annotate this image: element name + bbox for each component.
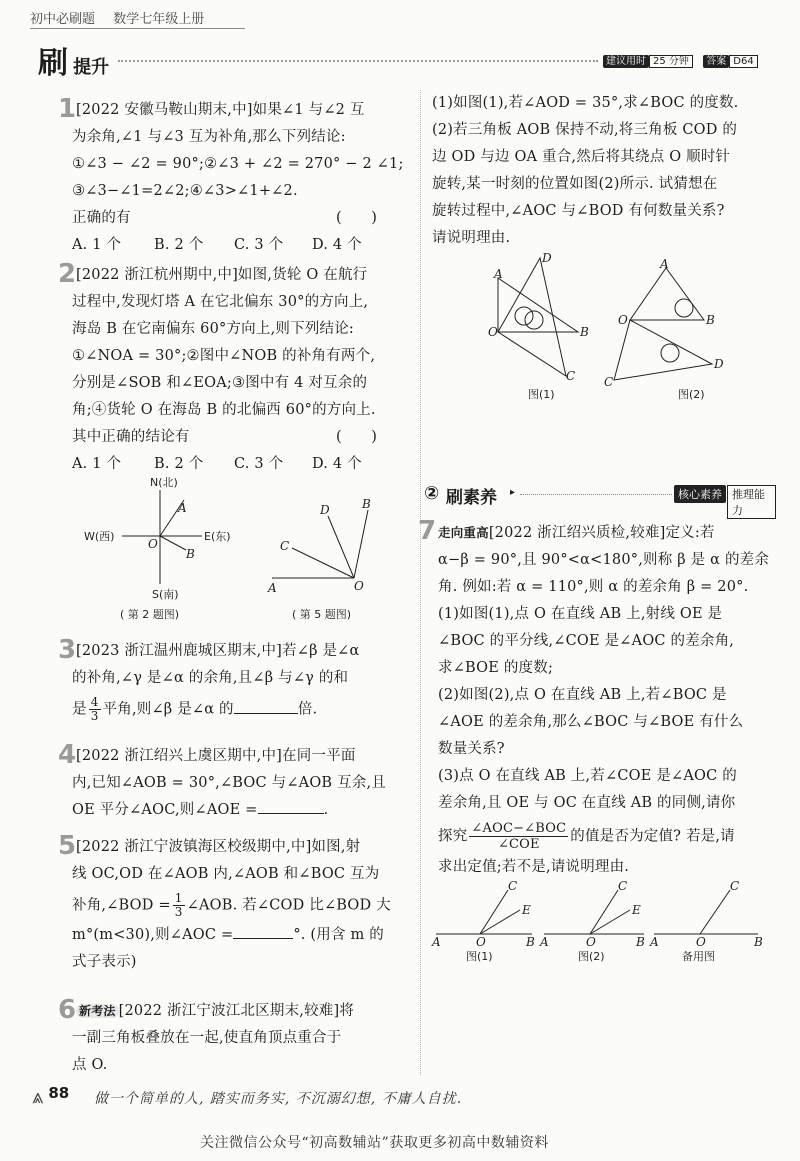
section-title: [38, 38, 109, 82]
q1-line: 正确的有: [72, 210, 131, 226]
q4-line: [2022 浙江绍兴上虞区期中,中]在同一平面: [76, 748, 356, 764]
label-e: E: [522, 903, 531, 917]
q7-line: (3)点 O 在直线 AB 上,若∠COE 是∠AOC 的: [438, 768, 737, 784]
label-o: O: [618, 313, 628, 327]
q5-line: [2022 浙江宁波镇海区校级期中,中]如图,射: [76, 839, 361, 855]
question-7: [438, 519, 778, 881]
q2-line: ①∠NOA = 30°;②图中∠NOB 的补角有两个,: [72, 348, 376, 364]
q1-line: 为余角,∠1 与∠3 互为补角,那么下列结论:: [72, 129, 346, 145]
question-5-number: 5: [58, 831, 77, 861]
q7-line: [2022 浙江绍兴质检,较难]定义:若: [488, 525, 715, 541]
q2-line: [2022 浙江杭州期中,中]如图,货轮 O 在航行: [76, 267, 368, 283]
label-a: A: [650, 935, 659, 949]
q2-line: 其中正确的结论有: [72, 429, 190, 445]
section-name: 提升: [73, 57, 110, 78]
q7-line: (1)如图(1),点 O 在直线 AB 上,射线 OE 是: [438, 606, 723, 622]
option-d: D. 4 个: [312, 456, 362, 472]
option-a: A. 1 个: [72, 237, 122, 253]
answer-blank[interactable]: [258, 813, 324, 814]
compass-icon: ⩓: [32, 1084, 44, 1108]
label-b: B: [186, 547, 195, 561]
label-a: A: [178, 501, 187, 515]
label-a: A: [540, 935, 549, 949]
page-number-badge: [32, 1084, 69, 1108]
section-2-header: [424, 483, 776, 517]
q6-part: (2)若三角板 AOB 保持不动,将三角板 COD 的: [432, 122, 738, 138]
q1-line: ①∠3 − ∠2 = 90°;②∠3 + ∠2 = 270° − 2 ∠1;: [72, 156, 404, 172]
caption: ( 第 2 题图): [120, 608, 180, 621]
q6-part: (1)如图(1),若∠AOD = 35°,求∠BOC 的度数.: [432, 95, 739, 111]
q7-line: ∠BOC 的平分线,∠COE 是∠AOC 的差余角,: [438, 633, 735, 649]
q6-part: 旋转过程中,∠AOC 与∠BOD 有何数量关系?: [432, 203, 725, 219]
brush-char: 刷: [38, 46, 68, 81]
caption: 图(1): [528, 388, 555, 401]
label-s: S(南): [152, 588, 179, 601]
q4-text: OE 平分∠AOC,则∠AOE =: [72, 802, 258, 818]
label-w: W(西): [84, 530, 115, 543]
label-d: D: [320, 503, 330, 517]
question-7-number: 7: [418, 516, 437, 546]
label-o: O: [488, 325, 498, 339]
subject-title: 数学七年级上册: [113, 12, 205, 27]
label-b: B: [754, 935, 763, 949]
label-o: O: [696, 935, 706, 949]
answer-blank[interactable]: [234, 713, 298, 714]
question-6-parts: [432, 90, 772, 252]
q5-text: °. (用含 m 的: [293, 926, 384, 943]
label-d: D: [714, 357, 724, 371]
question-6-number: 6: [58, 995, 77, 1025]
option-b: B. 2 个: [154, 456, 204, 472]
q3-line: [2023 浙江温州鹿城区期末,中]若∠β 是∠α: [76, 643, 360, 659]
label-b: B: [580, 325, 589, 339]
core-tag: 核心素养: [674, 485, 726, 503]
option-b: B. 2 个: [154, 237, 204, 253]
page-number: 88: [48, 1084, 70, 1102]
q5-line: 式子表示): [72, 953, 137, 970]
q4-text: .: [323, 802, 329, 818]
question-2: [72, 262, 406, 478]
q3-text: 倍.: [297, 701, 318, 718]
option-a: A. 1 个: [72, 456, 122, 472]
column-divider: [420, 90, 421, 1075]
question-4-number: 4: [58, 740, 77, 770]
label-e: E: [632, 903, 641, 917]
fraction-4-3: $\frac{4}{3}$: [90, 695, 99, 723]
q2-line: 分别是∠SOB 和∠EOA;③图中有 4 对互余的: [72, 375, 368, 391]
footer-ad: 关注微信公众号“初高数辅站”获取更多初高中数辅资料: [200, 1135, 549, 1151]
label-b: B: [526, 935, 535, 949]
question-3-number: 3: [58, 635, 77, 665]
label-c: C: [730, 880, 740, 893]
question-1-number: 1: [58, 94, 77, 124]
q4-line: 内,已知∠AOB = 30°,∠BOC 与∠AOB 互余,且: [72, 775, 386, 791]
caption: 图(2): [578, 950, 605, 963]
figure-q5-angles: [262, 496, 402, 626]
q7-line: 角. 例如:若 α = 110°,则 α 的差余角 β = 20°.: [438, 579, 749, 595]
q6-line: 一副三角板叠放在一起,使直角顶点重合于: [72, 1030, 342, 1046]
new-method-badge: 新考法: [76, 1004, 119, 1018]
label-n: N(北): [150, 476, 178, 489]
q6-line: [2022 浙江宁波江北区期末,较难]将: [118, 1003, 355, 1019]
label-c: C: [566, 369, 576, 383]
q1-options: [72, 232, 406, 259]
label-b: B: [636, 935, 645, 949]
ability-tag: 推理能力: [727, 485, 776, 519]
option-c: C. 3 个: [234, 456, 284, 472]
q7-line: 求∠BOE 的度数;: [438, 660, 554, 676]
q1-line: [2022 安徽马鞍山期末,中]如果∠1 与∠2 互: [76, 102, 365, 118]
question-3: [72, 638, 406, 724]
label-o: O: [148, 537, 158, 551]
q6-line: 点 O.: [72, 1057, 108, 1073]
figure-q6-1: [482, 248, 602, 404]
time-value: 25 分钟: [649, 55, 693, 68]
section-2-title: 刷素养: [446, 488, 497, 508]
question-5: [72, 834, 406, 976]
q6-part: 旋转,某一时刻的位置如图(2)所示. 试猜想在: [432, 176, 718, 192]
answer-paren: ( ): [336, 429, 378, 445]
q5-text: ∠AOB. 若∠COD 比∠BOD 大: [186, 897, 391, 914]
question-2-number: 2: [58, 259, 77, 289]
q2-line: 海岛 B 在它南偏东 60°方向上,则下列结论:: [72, 321, 354, 337]
option-d: D. 4 个: [312, 237, 362, 253]
q6-part: 请说明理由.: [432, 230, 511, 246]
label-a: A: [268, 581, 277, 595]
caption: ( 第 5 题图): [292, 608, 352, 621]
answer-label: 答案: [703, 55, 729, 68]
caption: 图(1): [466, 950, 493, 963]
figure-q6-2: [600, 256, 740, 406]
q7-text: 的值是否为定值? 若是,请: [570, 828, 735, 845]
figure-q2-compass: [80, 476, 250, 626]
q7-line: α−β = 90°,且 90°<α<180°,则称 β 是 α 的差余: [438, 552, 770, 568]
answer-blank[interactable]: [233, 938, 293, 939]
section-2-icon: ②: [424, 483, 440, 504]
question-4: [72, 743, 406, 824]
arrow-icon: ▸: [510, 487, 516, 498]
label-a: A: [432, 935, 441, 949]
dotted-rule: [520, 494, 672, 495]
question-1: [72, 97, 406, 259]
q7-line: ∠AOE 的差余角,那么∠BOC 与∠BOE 有什么: [438, 714, 744, 730]
q6-part: 边 OD 与边 OA 重合,然后将其绕点 O 顺时针: [432, 149, 731, 165]
label-c: C: [508, 880, 518, 893]
label-c: C: [618, 880, 628, 893]
answer-paren: ( ): [336, 210, 378, 226]
label-a: A: [494, 267, 503, 281]
label-e: E(东): [204, 530, 231, 543]
label-d: D: [542, 251, 552, 265]
q7-line: 数量关系?: [438, 741, 505, 757]
figure-q7: [428, 880, 776, 966]
q7-line: 差余角,且 OE 与 OC 在直线 AB 的同侧,请你: [438, 795, 736, 811]
q2-options: [72, 451, 406, 478]
label-o: O: [354, 579, 364, 593]
header-dotted-line: [118, 60, 598, 62]
label-o: O: [586, 935, 596, 949]
q2-line: 过程中,发现灯塔 A 在它北偏东 30°的方向上,: [72, 294, 369, 310]
q5-line: 线 OC,OD 在∠AOB 内,∠AOB 和∠BOC 互为: [72, 866, 380, 882]
q1-line: ③∠3−∠1=2∠2;④∠3>∠1+∠2.: [72, 183, 298, 199]
caption: 图(2): [678, 388, 705, 401]
book-title: 初中必刷题: [30, 12, 96, 27]
time-label: 建议用时: [603, 55, 649, 68]
q7-text: 探究: [438, 828, 468, 845]
q3-text: 是: [72, 701, 87, 718]
answer-page: D64: [729, 55, 757, 68]
fraction-expression: $\frac{\text{∠AOC−∠BOC}}{\text{∠COE}}$: [471, 821, 567, 852]
label-c: C: [604, 375, 614, 389]
q7-line: 求出定值;若不是,请说明理由.: [438, 859, 630, 875]
time-box: [603, 52, 758, 67]
q3-line: 的补角,∠γ 是∠α 的余角,且∠β 与∠γ 的和: [72, 670, 349, 686]
book-header: [30, 8, 204, 27]
key-school-badge: 走向重高: [438, 525, 489, 540]
q2-line: 角;④货轮 O 在海岛 B 的北偏西 60°的方向上.: [72, 402, 376, 418]
label-b: B: [706, 313, 715, 327]
label-b: B: [362, 497, 371, 511]
label-a: A: [660, 257, 669, 271]
option-c: C. 3 个: [234, 237, 284, 253]
header-rule: [30, 28, 245, 29]
q3-text: 平角,则∠β 是∠α 的: [102, 701, 234, 718]
caption: 备用图: [682, 950, 715, 963]
label-c: C: [280, 539, 290, 553]
q5-text: m°(m<30),则∠AOC =: [72, 926, 234, 943]
q7-line: (2)如图(2),点 O 在直线 AB 上,若∠BOC 是: [438, 687, 727, 703]
motto: 做一个简单的人, 踏实而务实, 不沉溺幻想, 不庸人自扰.: [94, 1091, 463, 1107]
label-o: O: [476, 935, 486, 949]
fraction-1-3: $\frac{1}{3}$: [174, 891, 183, 919]
question-6: [72, 998, 406, 1079]
q5-text: 补角,∠BOD =: [72, 897, 171, 914]
